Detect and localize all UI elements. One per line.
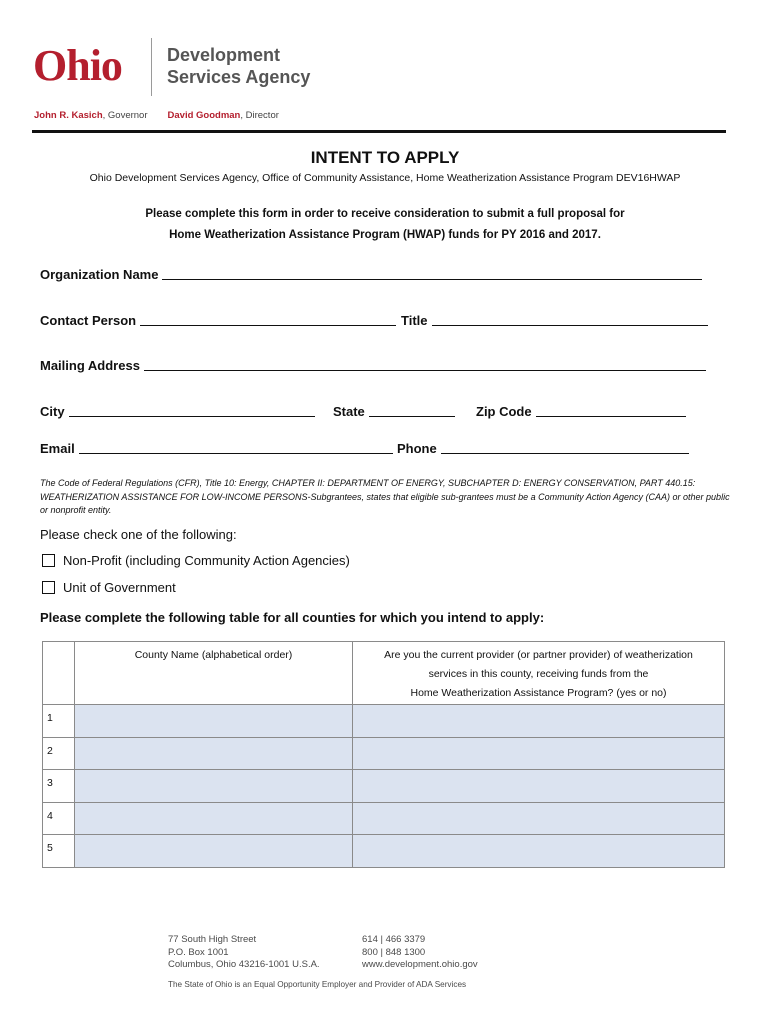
email-label: Email: [40, 441, 75, 456]
mailing-address-label: Mailing Address: [40, 358, 140, 373]
instructions-line1: Please complete this form in order to receive consideration to submit a full proposal for: [145, 208, 625, 220]
organization-name-input-line[interactable]: [162, 279, 702, 280]
state-input-line[interactable]: [369, 416, 455, 417]
agency-name-line2: Services Agency: [167, 67, 311, 87]
row-number: 3: [43, 770, 75, 803]
organization-name-field: [40, 267, 702, 282]
row-number: 1: [43, 705, 75, 738]
county-name-cell[interactable]: [75, 835, 353, 868]
city-input-line[interactable]: [69, 416, 315, 417]
contact-person-field: [40, 313, 396, 328]
agency-name: [167, 44, 310, 88]
mailing-address-input-line[interactable]: [144, 370, 706, 371]
logo-divider: [151, 38, 152, 96]
city-field: [40, 404, 315, 419]
state-label: State: [333, 404, 365, 419]
footer-address-line1: 77 South High Street: [168, 934, 257, 945]
eeo-statement: The State of Ohio is an Equal Opportunity Employer and Provider of ADA Services: [168, 980, 467, 989]
header-rule: [32, 130, 726, 133]
county-name-cell[interactable]: [75, 770, 353, 803]
table-header-row: [43, 642, 725, 705]
provider-question-line3: Home Weatherization Assistance Program? (yes or no): [410, 687, 667, 699]
state-field: [333, 404, 455, 419]
footer-website[interactable]: www.development.ohio.gov: [362, 959, 478, 970]
check-prompt: Please check one of the following:: [40, 527, 237, 542]
provider-question-header: [353, 642, 725, 705]
footer-address-line3: Columbus, Ohio 43216-1001 U.S.A.: [168, 959, 320, 970]
footer-contact: [362, 934, 478, 972]
city-label: City: [40, 404, 65, 419]
mailing-address-field: [40, 358, 706, 373]
table-row: [43, 737, 725, 770]
county-name-header: County Name (alphabetical order): [75, 642, 353, 705]
provider-answer-cell[interactable]: [353, 802, 725, 835]
non-profit-checkbox[interactable]: [42, 554, 55, 567]
table-header-number-cell: [43, 642, 75, 705]
contact-person-label: Contact Person: [40, 313, 137, 328]
officials-line: [34, 110, 279, 121]
non-profit-option[interactable]: [42, 553, 350, 568]
governor-title: , Governor: [102, 110, 148, 121]
organization-name-label: Organization Name: [40, 267, 159, 282]
table-title: Please complete the following table for all counties for which you intend to apply:: [40, 610, 545, 625]
contact-person-input-line[interactable]: [140, 325, 396, 326]
county-name-cell[interactable]: [75, 802, 353, 835]
phone-field: [397, 441, 689, 456]
form-subtitle: Ohio Development Services Agency, Office of Community Assistance, Home Weatherization Assistance Program DEV16HWAP: [89, 172, 681, 184]
table-row: [43, 770, 725, 803]
provider-answer-cell[interactable]: [353, 835, 725, 868]
provider-answer-cell[interactable]: [353, 737, 725, 770]
phone-label: Phone: [397, 441, 437, 456]
footer-address-line2: P.O. Box 1001: [168, 946, 229, 958]
row-number: 2: [43, 737, 75, 770]
cfr-note: The Code of Federal Regulations (CFR), Title 10: Energy, CHAPTER II: DEPARTMENT OF ENERGY, SUBCHAPTER D: ENERGY CONSERVATION, PART 440.15: WEATHERIZATION ASSISTANCE FOR LOW-INCOME PERSONS-Subgrantees, states that eligible sub-grantees must be a Community Action Agency (CAA) or other public or nonprofit entity.: [40, 478, 730, 515]
director-title: , Director: [240, 110, 279, 121]
provider-question-line2: services in this county, receiving funds from the: [428, 668, 649, 680]
provider-question-line1: Are you the current provider (or partner provider) of weatherization: [384, 649, 693, 661]
unit-of-government-option[interactable]: [42, 580, 176, 595]
email-input-line[interactable]: [79, 453, 393, 454]
title-input-line[interactable]: [432, 325, 708, 326]
provider-answer-cell[interactable]: [353, 770, 725, 803]
footer-phone2: 800 | 848 1300: [362, 946, 426, 958]
agency-name-line1: Development: [167, 45, 281, 65]
footer-address: [168, 934, 320, 972]
provider-answer-cell[interactable]: [353, 705, 725, 738]
instructions: [0, 204, 770, 246]
county-name-cell[interactable]: [75, 737, 353, 770]
zip-code-field: [476, 404, 686, 419]
governor-name: John R. Kasich: [34, 110, 103, 121]
county-name-cell[interactable]: [75, 705, 353, 738]
row-number: 4: [43, 802, 75, 835]
table-row: [43, 705, 725, 738]
unit-of-government-label: Unit of Government: [63, 580, 176, 595]
title-label: Title: [401, 313, 428, 328]
zip-code-label: Zip Code: [476, 404, 532, 419]
unit-of-government-checkbox[interactable]: [42, 581, 55, 594]
director-name: David Goodman: [167, 110, 241, 121]
instructions-line2: Home Weatherization Assistance Program (HWAP) funds for PY 2016 and 2017.: [169, 229, 601, 241]
table-row: [43, 835, 725, 868]
table-row: [43, 802, 725, 835]
form-title: INTENT TO APPLY: [310, 148, 460, 167]
counties-table: [42, 641, 725, 868]
email-field: [40, 441, 393, 456]
non-profit-label: Non-Profit (including Community Action Agencies): [63, 553, 350, 568]
zip-code-input-line[interactable]: [536, 416, 686, 417]
phone-input-line[interactable]: [441, 453, 689, 454]
row-number: 5: [43, 835, 75, 868]
footer-phone1: 614 | 466 3379: [362, 934, 426, 945]
title-field: [401, 313, 708, 328]
ohio-logo: Ohio: [33, 41, 122, 90]
